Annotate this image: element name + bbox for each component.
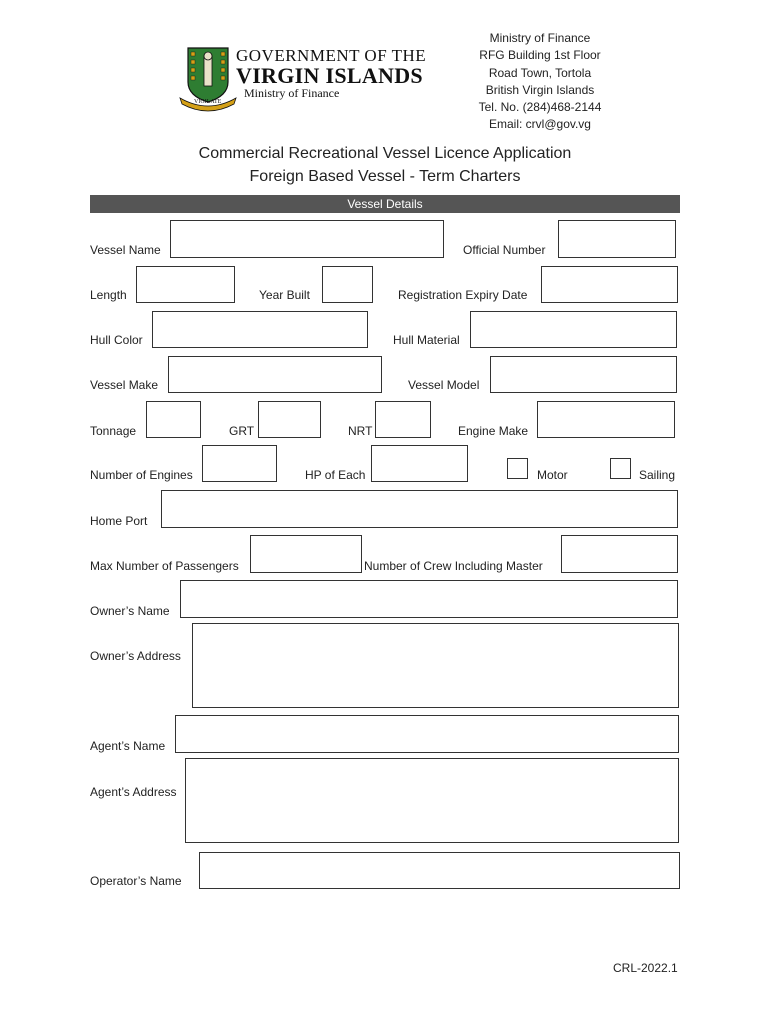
logo-government-text: GOVERNMENT OF THE <box>236 46 427 65</box>
label-operators-name: Operator’s Name <box>90 874 182 888</box>
operators-name-field[interactable] <box>199 852 680 889</box>
vessel-name-field[interactable] <box>170 220 444 258</box>
label-owners-name: Owner’s Name <box>90 604 170 618</box>
label-sailing: Sailing <box>639 468 676 482</box>
label-hp-of-each: HP of Each <box>305 468 366 482</box>
nrt-field[interactable] <box>375 401 431 438</box>
label-engine-make: Engine Make <box>458 424 529 438</box>
address-phone: Tel. No. (284)468-2144 <box>478 100 602 115</box>
label-vessel-model: Vessel Model <box>408 378 480 392</box>
address-line: British Virgin Islands <box>485 82 595 97</box>
agents-name-field[interactable] <box>175 715 679 753</box>
seal-motto: VIGILATE <box>194 99 222 105</box>
logo-ministry-text: Ministry of Finance <box>244 86 340 100</box>
label-max-passengers: Max Number of Passengers <box>90 559 239 573</box>
address-line: Ministry of Finance <box>489 31 591 45</box>
label-vessel-make: Vessel Make <box>90 378 159 392</box>
address-email: Email: crvl@gov.vg <box>489 117 591 132</box>
ministry-address <box>440 30 640 134</box>
hull-material-field[interactable] <box>470 311 677 348</box>
label-tonnage: Tonnage <box>90 424 137 438</box>
label-agents-name: Agent’s Name <box>90 739 166 753</box>
form-title: Commercial Recreational Vessel Licence Application <box>198 145 572 162</box>
label-motor: Motor <box>537 468 568 482</box>
vessel-make-field[interactable] <box>168 356 382 393</box>
label-owners-address: Owner’s Address <box>90 649 181 663</box>
tonnage-field[interactable] <box>146 401 201 438</box>
form-code: CRL-2022.1 <box>613 961 678 975</box>
logo-virgin-islands-text: VIRGIN ISLANDS <box>236 63 423 88</box>
crew-including-master-field[interactable] <box>561 535 678 573</box>
motor-checkbox[interactable] <box>507 458 528 479</box>
label-hull-color: Hull Color <box>90 333 143 347</box>
vessel-model-field[interactable] <box>490 356 677 393</box>
form-subtitle: Foreign Based Vessel - Term Charters <box>249 168 521 185</box>
owners-address-field[interactable] <box>192 623 679 708</box>
label-nrt: NRT <box>348 424 373 438</box>
label-registration-expiry-date: Registration Expiry Date <box>398 288 528 302</box>
label-length: Length <box>90 288 127 302</box>
max-passengers-field[interactable] <box>250 535 362 573</box>
length-field[interactable] <box>136 266 235 303</box>
label-agents-address: Agent’s Address <box>90 785 177 799</box>
home-port-field[interactable] <box>161 490 678 528</box>
label-hull-material: Hull Material <box>393 333 460 347</box>
registration-expiry-date-field[interactable] <box>541 266 678 303</box>
hp-of-each-field[interactable] <box>371 445 468 482</box>
owners-name-field[interactable] <box>180 580 678 618</box>
label-number-of-engines: Number of Engines <box>90 468 193 482</box>
label-official-number: Official Number <box>463 243 546 257</box>
engine-make-field[interactable] <box>537 401 675 438</box>
label-vessel-name: Vessel Name <box>90 243 161 257</box>
label-grt: GRT <box>229 424 255 438</box>
section-header-vessel-details: Vessel Details <box>90 195 680 213</box>
address-line: RFG Building 1st Floor <box>479 48 601 63</box>
label-home-port: Home Port <box>90 514 148 528</box>
sailing-checkbox[interactable] <box>610 458 631 479</box>
hull-color-field[interactable] <box>152 311 368 348</box>
number-of-engines-field[interactable] <box>202 445 277 482</box>
label-year-built: Year Built <box>259 288 310 302</box>
address-line: Road Town, Tortola <box>488 65 592 80</box>
agents-address-field[interactable] <box>185 758 679 843</box>
grt-field[interactable] <box>258 401 321 438</box>
year-built-field[interactable] <box>322 266 373 303</box>
official-number-field[interactable] <box>558 220 676 258</box>
label-crew-including-master: Number of Crew Including Master <box>364 559 543 573</box>
